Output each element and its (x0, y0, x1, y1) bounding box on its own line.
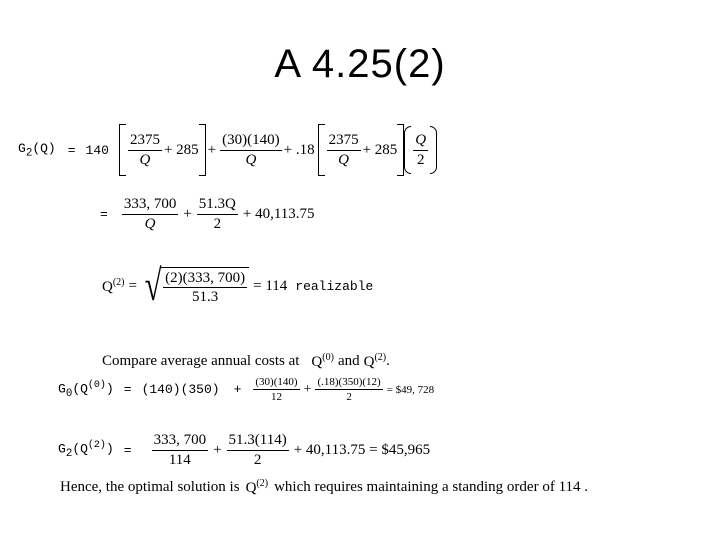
compare-q0 (311, 352, 334, 371)
eq1-equals: = (67, 142, 76, 158)
eq4-frac2-den: 2 (346, 391, 352, 404)
radical-sign-icon: √ (144, 261, 162, 310)
compare-q2-sup: (2) (374, 352, 387, 363)
eq5-lhs-sup: (2) (87, 440, 106, 452)
equation-g0-cost (58, 376, 434, 403)
eq4-frac1-num: (30)(140) (253, 376, 299, 390)
conclusion-q-sup: (2) (256, 478, 269, 489)
eq5-frac1-den: 114 (168, 451, 191, 468)
eq1-right-bracket-2 (397, 124, 404, 176)
equation-g2-simplified (100, 196, 315, 232)
eq3-frac-den: 51.3 (192, 289, 219, 305)
eq4-lhs-g: G (58, 380, 66, 396)
eq2-frac1-den: Q (144, 215, 156, 232)
eq1-frac4 (413, 132, 428, 168)
eq1-frac2-den: Q (245, 151, 257, 168)
compare-statement (102, 352, 390, 371)
eq3-lhs-q: Q (102, 278, 113, 295)
eq2-frac2 (197, 196, 238, 232)
eq4-lhs (58, 380, 114, 400)
eq5-lhs-sub: 2 (65, 447, 73, 460)
eq1-frac1 (128, 132, 162, 168)
eq5-frac1-num: 333, 700 (152, 432, 209, 451)
eq4-lhs-sup: (0) (87, 379, 106, 391)
conclusion-q (246, 478, 269, 497)
eq4-term: (140)(350) (141, 382, 220, 398)
eq1-right-bracket (199, 124, 206, 176)
eq3-note: realizable (295, 278, 374, 294)
eq5-lhs (58, 440, 114, 460)
eq1-frac4-den: 2 (416, 151, 425, 168)
eq4-frac1 (253, 376, 299, 403)
conclusion-after: which requires maintaining a standing order of 114 . (274, 479, 589, 495)
compare-and: and (337, 353, 360, 369)
eq5-lhs-open: (Q (72, 441, 88, 457)
eq5-frac2 (227, 432, 289, 468)
eq5-tail: + 40,113.75 = $45,965 (293, 441, 431, 458)
slide-title: A 4.25(2) (274, 42, 446, 86)
eq1-left-bracket (119, 124, 126, 176)
eq1-coef: 140 (85, 142, 109, 158)
compare-q0-sup: (0) (322, 352, 334, 363)
eq1-left-bracket-2 (318, 124, 325, 176)
eq3-frac-num: (2)(333, 700) (163, 270, 247, 289)
eq1-left-paren (404, 126, 411, 174)
eq1-frac3-den: Q (338, 151, 349, 168)
eq1-frac3 (327, 132, 361, 168)
eq5-frac2-num: 51.3(114) (227, 432, 289, 451)
eq1-lhs-g: G (18, 140, 26, 156)
eq3-radicand (161, 267, 249, 306)
eq2-frac2-den: 2 (213, 215, 222, 232)
eq5-lhs-g: G (58, 441, 66, 457)
eq1-frac3-num: 2375 (327, 132, 361, 151)
eq2-equals: = (100, 206, 108, 222)
eq5-plus: + (213, 441, 222, 458)
eq3-lhs (102, 277, 125, 296)
conclusion-statement (60, 478, 588, 497)
eq1-frac1-num: 2375 (128, 132, 162, 151)
eq4-result: = $49, 728 (386, 383, 435, 396)
eq1-lhs (18, 141, 56, 160)
eq5-equals: = (123, 442, 132, 458)
compare-q0-q: Q (311, 354, 323, 370)
eq4-plus2: + (303, 381, 312, 397)
equation-g2-cost (58, 432, 430, 468)
eq1-right-paren (430, 126, 437, 174)
eq4-lhs-sub: 0 (65, 387, 73, 400)
eq4-frac1-den: 12 (270, 391, 282, 404)
conclusion-q-q: Q (245, 480, 257, 496)
eq1-frac2 (220, 132, 281, 168)
eq2-tail: + 40,113.75 (242, 205, 315, 222)
eq3-radical (141, 261, 249, 310)
eq4-frac2 (315, 376, 382, 403)
compare-q2 (364, 352, 387, 371)
eq1-frac4-num: Q (413, 132, 428, 151)
eq2-plus: + (183, 205, 192, 222)
equation-q2-value (102, 261, 374, 310)
eq2-frac2-num: 51.3Q (197, 196, 238, 215)
compare-text: Compare average annual costs at (102, 353, 300, 369)
eq4-lhs-close: ) (105, 380, 114, 396)
eq3-result: = 114 (253, 277, 288, 294)
eq1-frac1-den: Q (139, 151, 151, 168)
eq3-equals: = (128, 277, 137, 294)
eq1-lhs-arg: (Q) (32, 140, 56, 156)
eq1-lhs-sub: 2 (25, 147, 33, 160)
eq4-lhs-open: (Q (72, 380, 88, 396)
eq1-plus18: + .18 (283, 141, 315, 158)
equation-g2-definition (18, 124, 437, 176)
eq2-frac1 (122, 196, 179, 232)
eq3-frac (163, 270, 247, 306)
compare-end: . (386, 353, 390, 369)
eq4-plus: + (233, 382, 242, 398)
eq3-lhs-sup: (2) (112, 276, 125, 288)
eq5-frac2-den: 2 (253, 451, 262, 468)
eq4-frac2-num: (.18)(350)(12) (315, 376, 382, 390)
conclusion-before: Hence, the optimal solution is (60, 479, 240, 495)
eq4-equals: = (123, 382, 132, 398)
eq1-frac2-num: (30)(140) (220, 132, 281, 151)
compare-q2-q: Q (363, 354, 375, 370)
eq2-frac1-num: 333, 700 (122, 196, 179, 215)
eq5-lhs-close: ) (105, 441, 114, 457)
eq1-plus285: + 285 (163, 141, 199, 158)
eq1-plus285b: + 285 (362, 141, 398, 158)
eq5-frac1 (152, 432, 209, 468)
eq1-plus: + (207, 141, 217, 158)
